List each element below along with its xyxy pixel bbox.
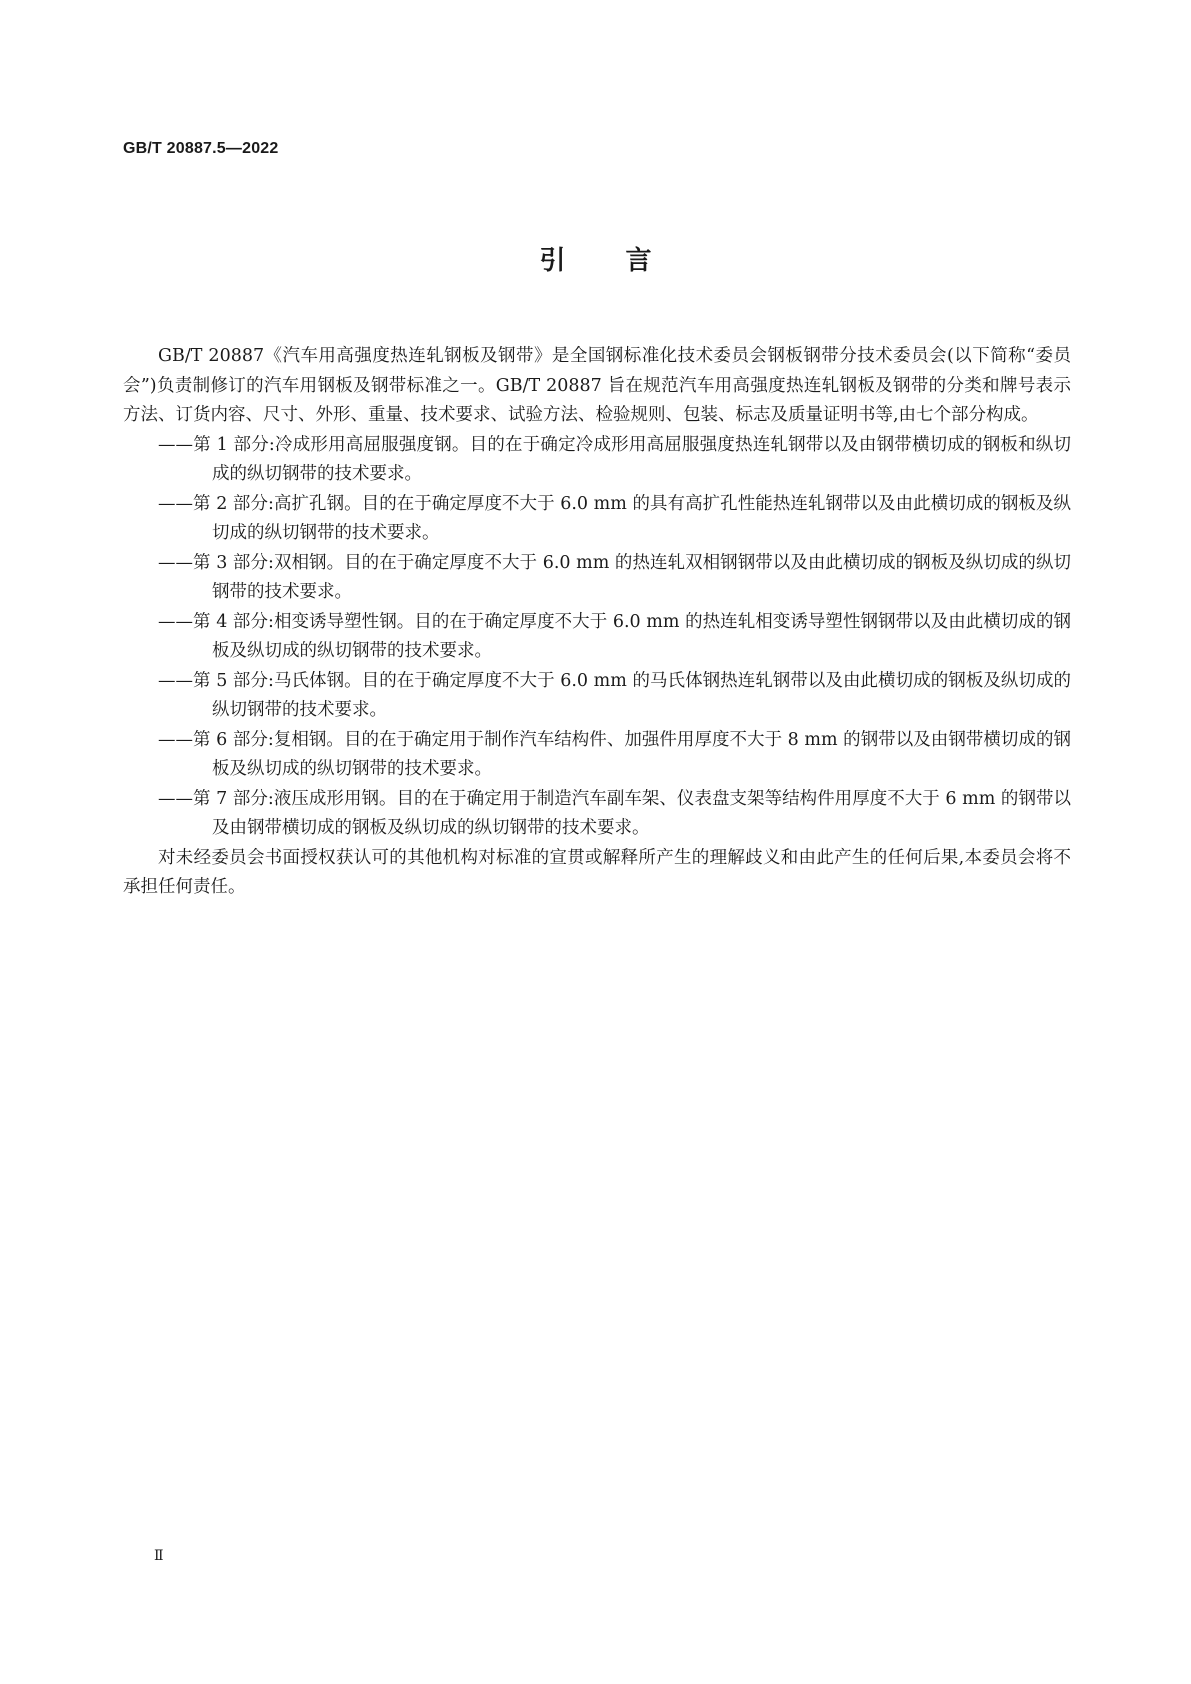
document-body	[123, 342, 1071, 903]
list-item-part-3: ——第 3 部分:双相钢。目的在于确定厚度不大于 6.0 mm 的热连轧双相钢钢带以及由此横切成的钢板及纵切成的纵切钢带的技术要求。	[158, 552, 1071, 602]
list-item-part-1: ——第 1 部分:冷成形用高屈服强度钢。目的在于确定冷成形用高屈服强度热连轧钢带以及由钢带横切成的钢板和纵切成的纵切钢带的技术要求。	[158, 434, 1071, 484]
intro-paragraph: GB/T 20887《汽车用高强度热连轧钢板及钢带》是全国钢标准化技术委员会钢板钢带分技术委员会(以下简称“委员会”)负责制修订的汽车用钢板及钢带标准之一。GB/T 20887 旨在规范汽车用高强度热连轧钢板及钢带的分类和牌号表示方法、订货内容、尺寸、外形、重量、技术要求、试验方法、检验规则、包装、标志及质量证明书等,由七个部分构成。	[123, 346, 1071, 425]
page-title: 引言	[539, 246, 712, 276]
list-item-part-4: ——第 4 部分:相变诱导塑性钢。目的在于确定厚度不大于 6.0 mm 的热连轧相变诱导塑性钢钢带以及由此横切成的钢板及纵切成的纵切钢带的技术要求。	[158, 611, 1071, 661]
list-item-part-2: ——第 2 部分:高扩孔钢。目的在于确定厚度不大于 6.0 mm 的具有高扩孔性能热连轧钢带以及由此横切成的钢板及纵切成的纵切钢带的技术要求。	[158, 493, 1071, 543]
list-item-part-7: ——第 7 部分:液压成形用钢。目的在于确定用于制造汽车副车架、仪表盘支架等结构件用厚度不大于 6 mm 的钢带以及由钢带横切成的钢板及纵切成的纵切钢带的技术要求。	[158, 788, 1071, 838]
list-item-part-6: ——第 6 部分:复相钢。目的在于确定用于制作汽车结构件、加强件用厚度不大于 8 mm 的钢带以及由钢带横切成的钢板及纵切成的纵切钢带的技术要求。	[158, 729, 1071, 779]
closing-paragraph: 对未经委员会书面授权获认可的其他机构对标准的宣贯或解释所产生的理解歧义和由此产生的任何后果,本委员会将不承担任何责任。	[123, 847, 1071, 897]
standard-code: GB/T 20887.5—2022	[123, 140, 279, 157]
list-item-part-5: ——第 5 部分:马氏体钢。目的在于确定厚度不大于 6.0 mm 的马氏体钢热连轧钢带以及由此横切成的钢板及纵切成的纵切钢带的技术要求。	[158, 670, 1071, 720]
page-number: Ⅱ	[154, 1548, 164, 1564]
